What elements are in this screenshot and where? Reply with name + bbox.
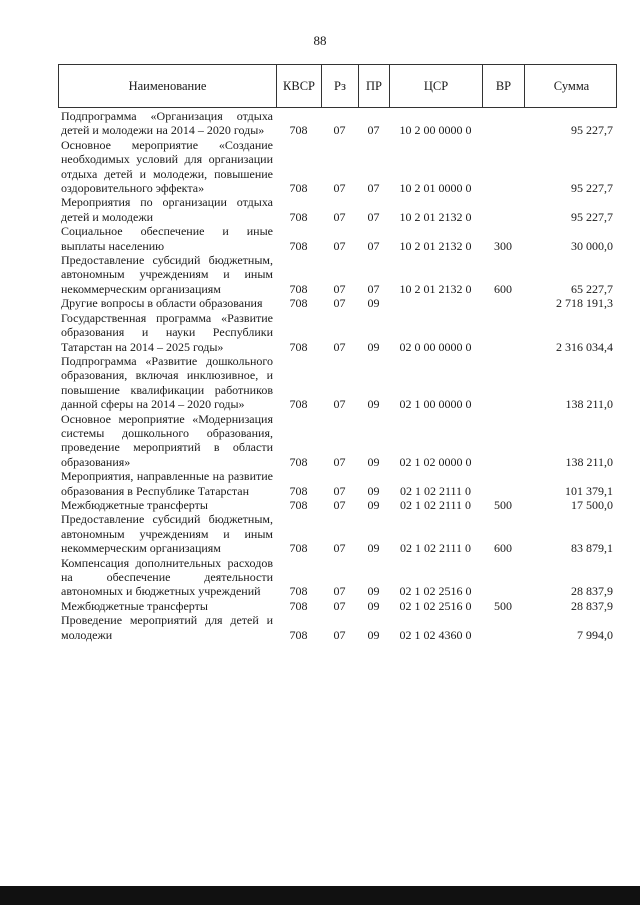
row-pr: 09 <box>367 339 380 354</box>
row-sum: 2 316 034,4 <box>556 339 613 354</box>
row-kvsr: 708 <box>289 397 308 412</box>
row-kvsr: 708 <box>289 339 308 354</box>
row-vr: 500 <box>494 497 512 512</box>
row-name: Подпрограмма «Организация отдыха детей и молодежи на 2014 – 2020 годы» <box>61 109 273 138</box>
row-pr: 09 <box>367 627 380 642</box>
row-kvsr: 708 <box>289 541 308 556</box>
row-vr <box>482 412 524 470</box>
row-pr: 07 <box>367 281 380 296</box>
row-csr: 02 1 00 0000 0 <box>399 397 472 412</box>
row-csr: 02 1 02 0000 0 <box>399 454 472 469</box>
row-csr: 10 2 01 2132 0 <box>399 281 472 296</box>
row-csr: 02 1 02 2516 0 <box>399 598 472 613</box>
row-name: Предоставление субсидий бюджетным, автономным учреждениям и иным некоммерческим организациям <box>61 512 273 556</box>
row-rz: 07 <box>333 181 346 196</box>
row-rz: 07 <box>333 296 346 311</box>
row-vr <box>482 195 524 224</box>
row-sum: 28 837,9 <box>571 584 613 599</box>
table-header <box>58 64 617 108</box>
table-row <box>58 253 617 296</box>
row-pr: 09 <box>367 397 380 412</box>
row-sum: 30 000,0 <box>571 238 613 253</box>
row-vr: 500 <box>494 598 512 613</box>
row-name: Другие вопросы в области образования <box>61 296 263 311</box>
row-kvsr: 708 <box>289 296 308 311</box>
table-row <box>58 296 617 310</box>
column-header-vr: ВР <box>483 65 525 107</box>
row-rz: 07 <box>333 584 346 599</box>
row-sum: 28 837,9 <box>571 598 613 613</box>
row-sum: 2 718 191,3 <box>556 296 613 311</box>
row-pr: 07 <box>367 209 380 224</box>
row-vr <box>482 613 524 642</box>
row-rz: 07 <box>333 281 346 296</box>
row-kvsr: 708 <box>289 584 308 599</box>
row-rz: 07 <box>333 209 346 224</box>
page-number: 88 <box>313 33 327 48</box>
row-csr: 02 1 02 4360 0 <box>399 627 472 642</box>
row-name: Мероприятия по организации отдыха детей и молодежи <box>61 195 273 224</box>
row-rz: 07 <box>333 397 346 412</box>
row-vr: 600 <box>494 541 512 556</box>
row-csr: 10 2 00 0000 0 <box>399 123 472 138</box>
row-sum: 65 227,7 <box>571 281 613 296</box>
column-header-rz: Рз <box>322 65 359 107</box>
row-vr <box>482 469 524 498</box>
row-sum: 138 211,0 <box>565 454 613 469</box>
row-name: Компенсация дополнительных расходов на обеспечение деятельности автономных и бюджетных учреждений <box>61 555 273 599</box>
row-csr <box>389 296 482 310</box>
row-csr: 10 2 01 2132 0 <box>399 209 472 224</box>
row-vr: 300 <box>494 238 512 253</box>
row-sum: 138 211,0 <box>565 397 613 412</box>
row-csr: 02 1 02 2111 0 <box>399 497 472 512</box>
table-row <box>58 311 617 354</box>
row-vr <box>482 556 524 599</box>
row-name: Межбюджетные трансферты <box>61 497 208 512</box>
row-csr: 10 2 01 0000 0 <box>399 181 472 196</box>
row-sum: 101 379,1 <box>565 483 613 498</box>
row-vr: 600 <box>494 281 512 296</box>
column-header-pr: ПР <box>359 65 390 107</box>
row-rz: 07 <box>333 454 346 469</box>
row-pr: 09 <box>367 497 380 512</box>
row-sum: 83 879,1 <box>571 541 613 556</box>
row-name: Основное мероприятие «Модернизация системы дошкольного образования, проведение мероприятий в области образования» <box>61 411 273 469</box>
row-kvsr: 708 <box>289 209 308 224</box>
row-rz: 07 <box>333 483 346 498</box>
row-name: Мероприятия, направленные на развитие образования в Республике Татарстан <box>61 469 273 498</box>
row-sum: 95 227,7 <box>571 209 613 224</box>
row-csr: 10 2 01 2132 0 <box>399 238 472 253</box>
row-rz: 07 <box>333 123 346 138</box>
row-sum: 7 994,0 <box>577 627 613 642</box>
table-row <box>58 195 617 224</box>
row-vr <box>482 354 524 412</box>
table-row <box>58 109 617 138</box>
row-name: Межбюджетные трансферты <box>61 598 208 613</box>
row-kvsr: 708 <box>289 238 308 253</box>
row-vr <box>482 109 524 138</box>
row-pr: 07 <box>367 181 380 196</box>
row-pr: 07 <box>367 238 380 253</box>
row-kvsr: 708 <box>289 627 308 642</box>
row-rz: 07 <box>333 497 346 512</box>
row-pr: 09 <box>367 454 380 469</box>
table-row <box>58 138 617 196</box>
table-row <box>58 512 617 555</box>
table-row <box>58 556 617 599</box>
table-row <box>58 469 617 498</box>
column-header-csr: ЦСР <box>390 65 483 107</box>
row-kvsr: 708 <box>289 598 308 613</box>
row-csr: 02 0 00 0000 0 <box>399 339 472 354</box>
row-rz: 07 <box>333 238 346 253</box>
row-pr: 09 <box>367 598 380 613</box>
row-vr <box>482 311 524 354</box>
row-csr: 02 1 02 2516 0 <box>399 584 472 599</box>
column-header-name: Наименование <box>59 65 277 107</box>
row-rz: 07 <box>333 339 346 354</box>
table-row <box>58 599 617 613</box>
row-kvsr: 708 <box>289 123 308 138</box>
row-kvsr: 708 <box>289 483 308 498</box>
row-rz: 07 <box>333 541 346 556</box>
row-sum: 95 227,7 <box>571 123 613 138</box>
table-row <box>58 354 617 412</box>
row-csr: 02 1 02 2111 0 <box>399 541 472 556</box>
row-name: Государственная программа «Развитие образования и науки Республики Татарстан на 2014 – 2025 годы» <box>61 310 273 354</box>
row-name: Социальное обеспечение и иные выплаты населению <box>61 224 273 253</box>
row-pr: 09 <box>367 296 380 311</box>
row-rz: 07 <box>333 598 346 613</box>
row-kvsr: 708 <box>289 181 308 196</box>
row-name: Основное мероприятие «Создание необходимых условий для организации отдыха детей и молодежи, повышение оздоровительного эффекта» <box>61 137 273 196</box>
row-sum: 95 227,7 <box>571 181 613 196</box>
table-body <box>58 109 617 642</box>
row-pr: 09 <box>367 483 380 498</box>
table-row <box>58 224 617 253</box>
column-header-kvsr: КВСР <box>277 65 322 107</box>
row-kvsr: 708 <box>289 281 308 296</box>
row-csr: 02 1 02 2111 0 <box>399 483 472 498</box>
scan-edge <box>0 886 640 905</box>
row-name: Предоставление субсидий бюджетным, автономным учреждениям и иным некоммерческим организациям <box>61 253 273 296</box>
row-vr <box>482 138 524 196</box>
row-kvsr: 708 <box>289 454 308 469</box>
row-pr: 07 <box>367 123 380 138</box>
row-name: Проведение мероприятий для детей и молодежи <box>61 613 273 642</box>
row-vr <box>482 296 524 310</box>
row-pr: 09 <box>367 541 380 556</box>
table-row <box>58 613 617 642</box>
column-header-sum: Сумма <box>553 78 590 93</box>
row-rz: 07 <box>333 627 346 642</box>
row-sum: 17 500,0 <box>571 497 613 512</box>
table-row <box>58 498 617 512</box>
table-row <box>58 412 617 470</box>
row-pr: 09 <box>367 584 380 599</box>
row-name: Подпрограмма «Развитие дошкольного образования, включая инклюзивное, и повышение квалификации работников данной сферы на 2014 – 2020 годы» <box>61 353 273 412</box>
row-kvsr: 708 <box>289 497 308 512</box>
